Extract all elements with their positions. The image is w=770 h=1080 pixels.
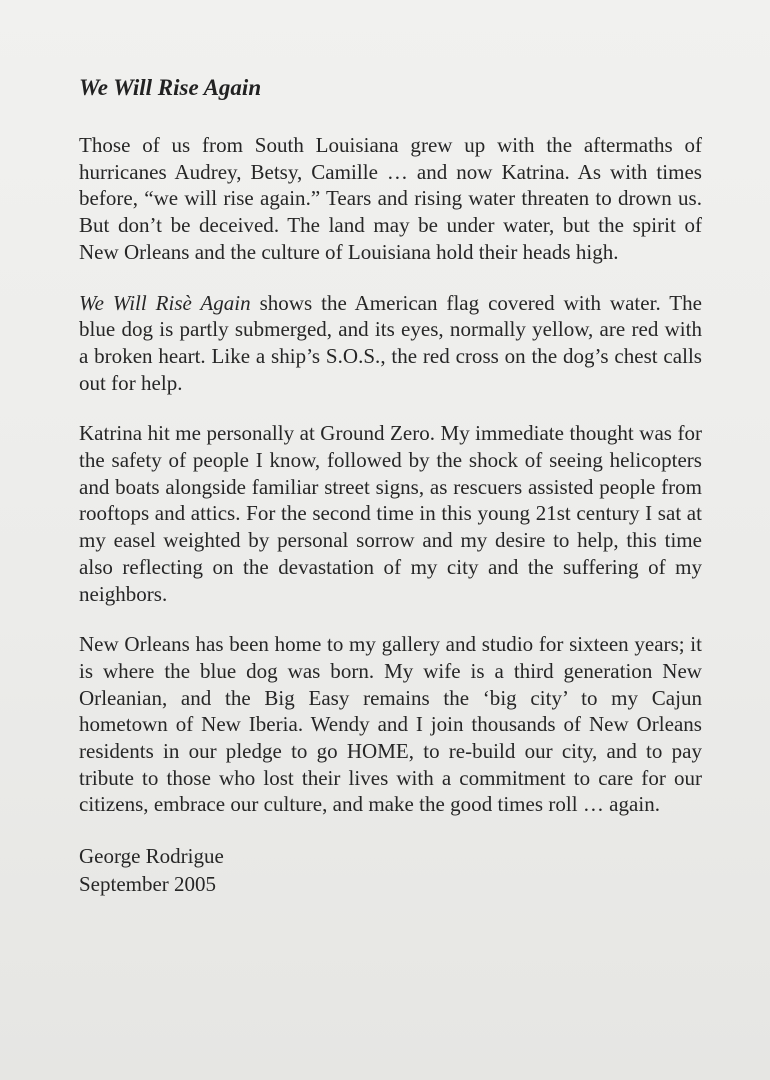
document-title: We Will Rise Again xyxy=(79,75,262,100)
signature-block xyxy=(79,842,702,898)
signature-date: September 2005 xyxy=(79,872,217,897)
paragraph-1: Those of us from South Louisiana grew up with the aftermaths of hurricanes Audrey, Betsy, Camille … and now Katrina. As with times before, “we will rise again.” Tears and rising water threaten to drown us. But don’t be deceived. The land may be under water, but the spirit of New Orleans and the culture of Louisiana hold their heads high. xyxy=(79,133,702,264)
paragraph-3: Katrina hit me personally at Ground Zero. My immediate thought was for the safety of people I know, followed by the shock of seeing helicopters and boats alongside familiar street signs, as rescuers assisted people from rooftops and attics. For the second time in this young 21st century I sat at my easel weighted by personal sorrow and my desire to help, this time also reflecting on the devastation of my city and the suffering of my neighbors. xyxy=(79,421,702,606)
paragraph-4: New Orleans has been home to my gallery and studio for sixteen years; it is where the blue dog was born. My wife is a third generation New Orleanian, and the Big Easy remains the ‘big city’ to my Cajun hometown of New Iberia. Wendy and I join thousands of New Orleans residents in our pledge to go HOME, to re-build our city, and to pay tribute to those who lost their lives with a commitment to care for our citizens, embrace our culture, and make the good times roll … again. xyxy=(79,632,702,817)
paragraph-2-body: shows the American flag covered with water. The blue dog is partly submerged, and its eyes, normally yellow, are red with a broken heart. Like a ship’s S.O.S., the red cross on the dog’s chest calls out for help. xyxy=(79,290,702,395)
paragraph-2 xyxy=(79,290,702,397)
artwork-title-inline: We Will Risè Again xyxy=(79,290,251,315)
author-name: George Rodrigue xyxy=(79,844,224,869)
